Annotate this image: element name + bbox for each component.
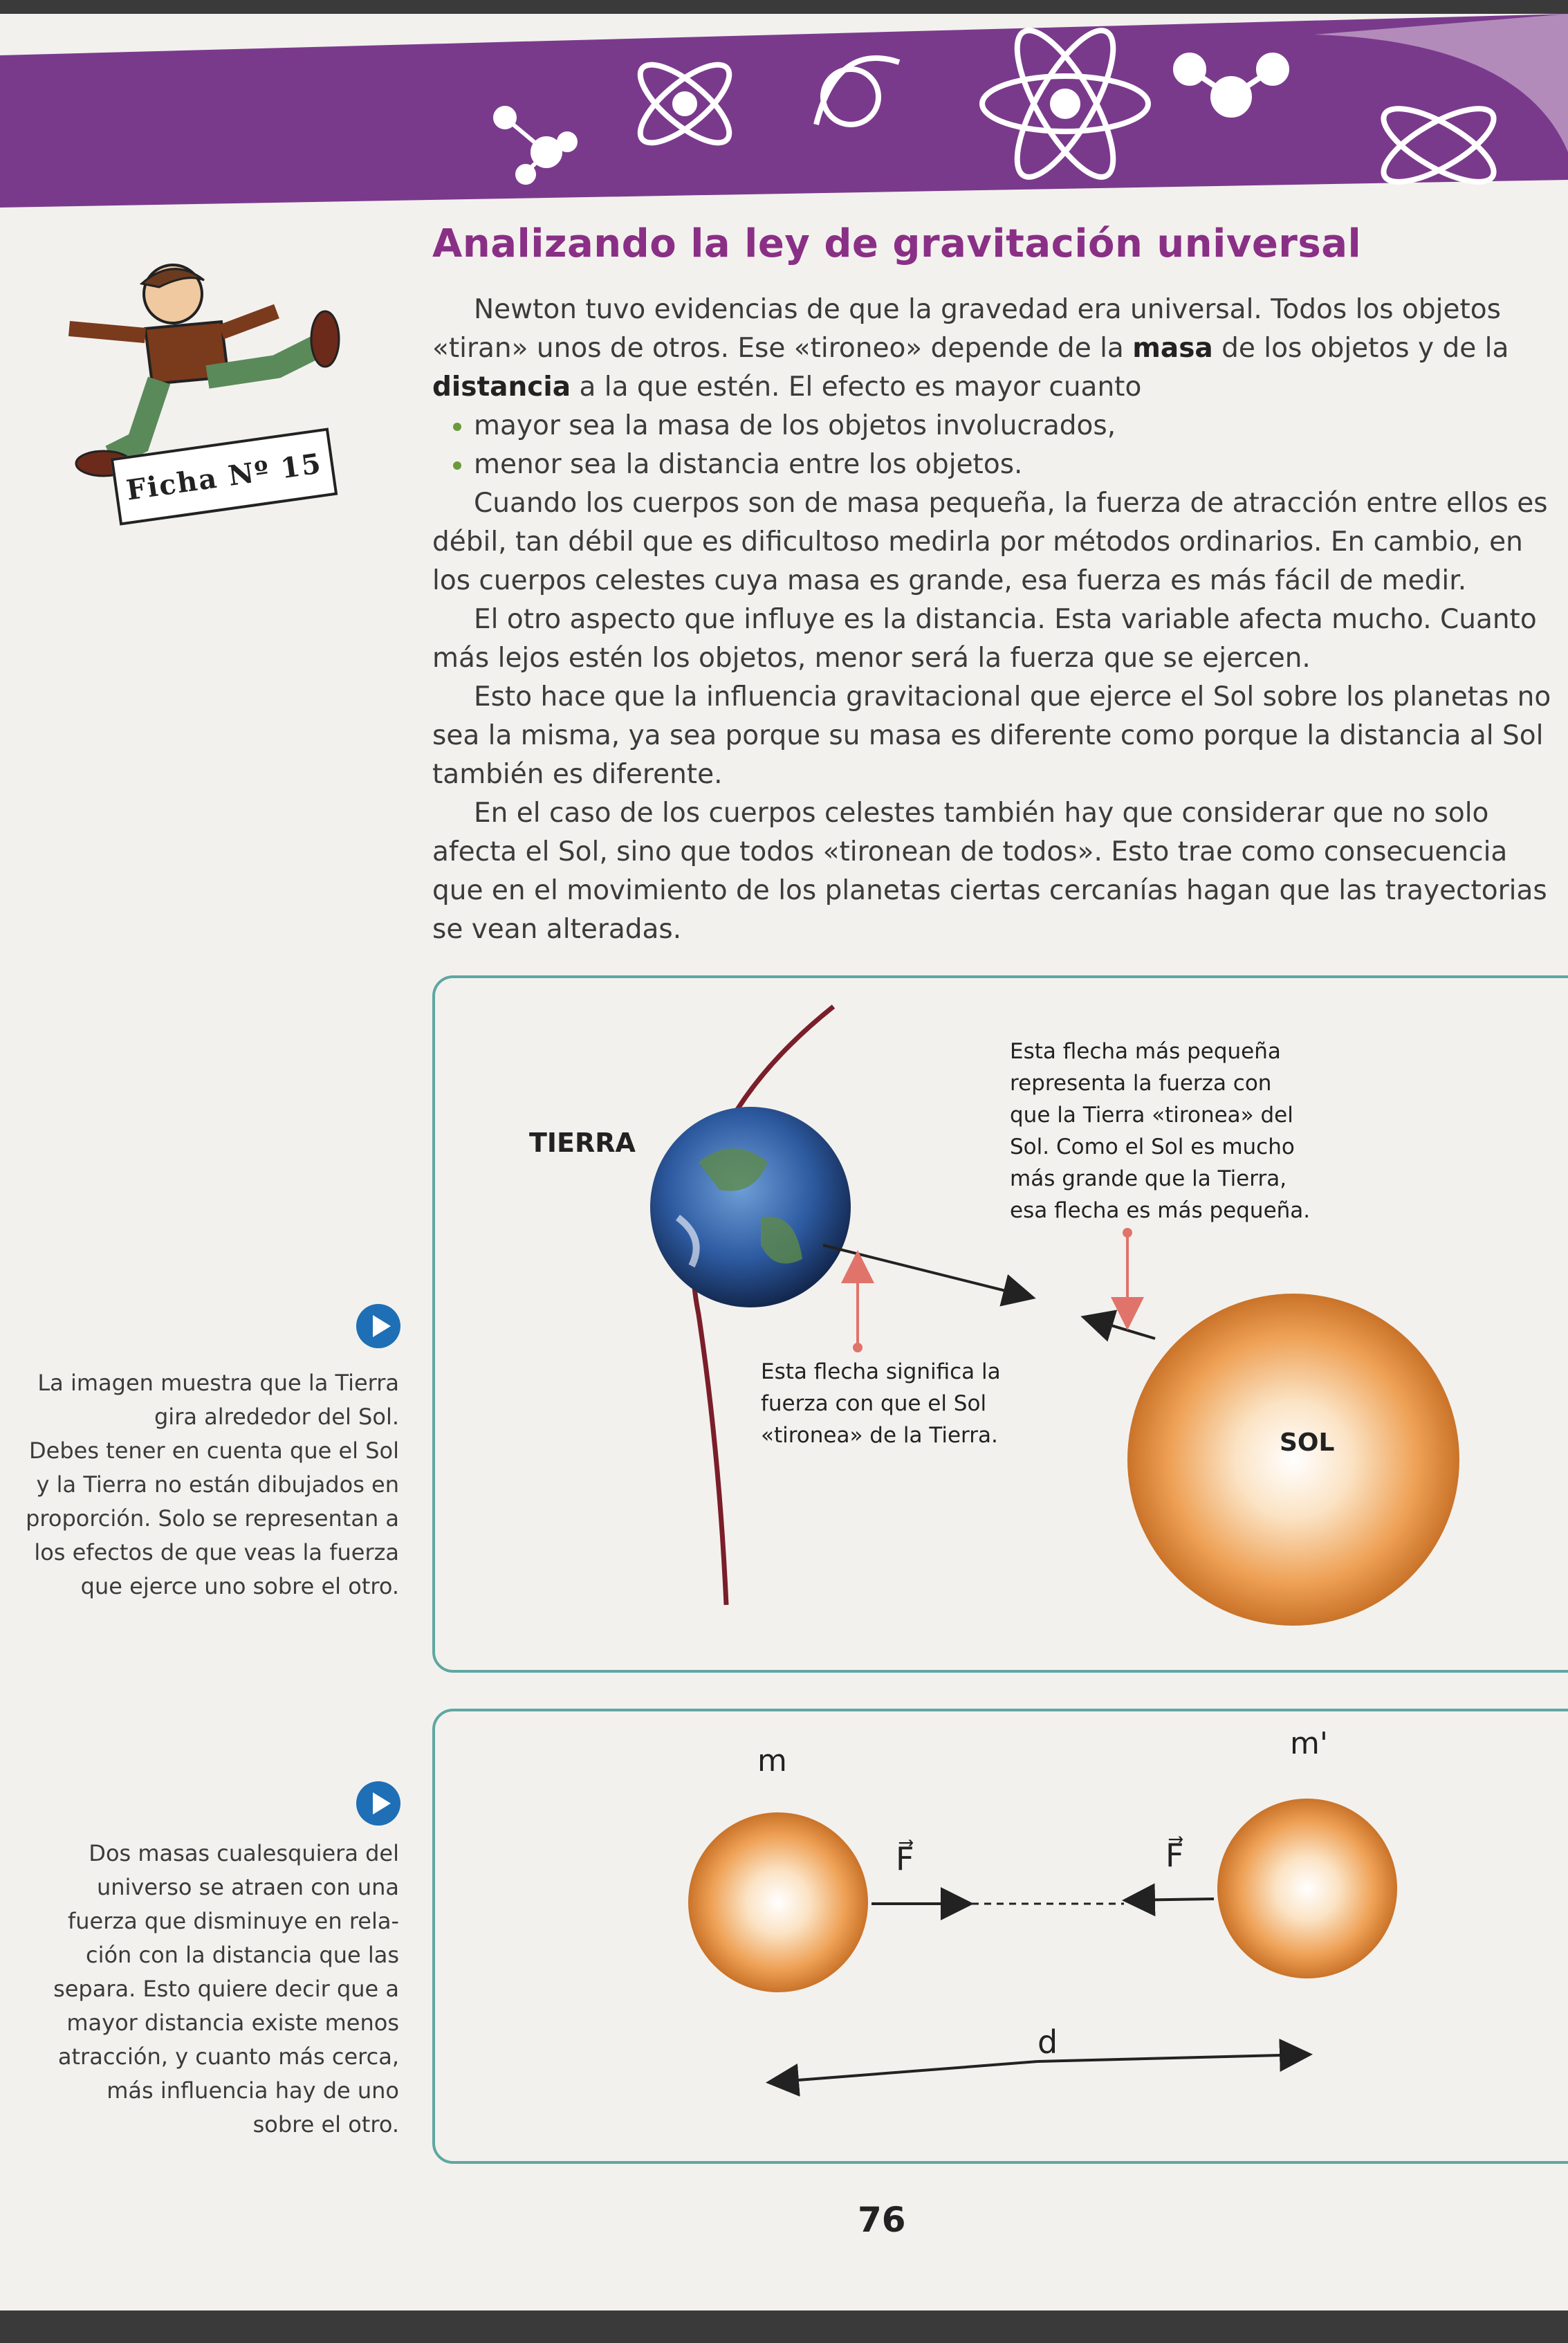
label-distance: d (1037, 2023, 1058, 2061)
caption-figure-2: Dos masas cualesquiera del universo se atraen con una fuerza que disminuye en rela- ción con la distancia que las separa. Esto quiere decir que a mayor distancia existe menos atracción, y cuanto más cerca, más influencia hay de uno sobre el otro. (53, 1840, 399, 2138)
list-item: • menor sea la distancia entre los objetos. (474, 445, 1553, 484)
paragraph-2: Cuando los cuerpos son de masa pequeña, la fuerza de atracción entre ellos es débil, tan débil que es dificultoso medirla por métodos ordinarios. En cambio, en los cuerpos celestes cuya masa es grande, esa fuerza es más fácil de medir. (432, 488, 1548, 596)
play-icon (356, 1781, 400, 1826)
page-title: Analizando la ley de gravitación universal (432, 221, 1362, 266)
note-big-arrow: Esta flecha significa la fuerza con que el Sol «tironea» de la Tierra. (761, 1359, 1001, 1448)
label-m: m (757, 1743, 787, 1779)
label-sol: SOL (1280, 1428, 1335, 1457)
distance-arrow-right (1037, 2055, 1307, 2061)
paragraph-3: El otro aspecto que influye es la distancia. Esta variable afecta mucho. Cuanto más lejos estén los objetos, menor será la fuerza que se ejercen. (432, 604, 1537, 674)
paragraph-5: En el caso de los cuerpos celestes también hay que considerar que no solo afecta el Sol, sino que todos «tironean de todos». Esto trae como consecuencia que en el movimiento de los planetas ciertas cercanías hagan que las trayectorias se vean alteradas. (432, 798, 1547, 945)
ficha-label: Ficha Nº 15 (111, 428, 338, 525)
mass-m-prime (1217, 1799, 1397, 1978)
label-tierra: TIERRA (529, 1128, 636, 1158)
distance-arrow-left (771, 2061, 1037, 2082)
label-force-1: F⃗ (896, 1840, 914, 1877)
mass-m (688, 1812, 868, 1992)
label-force-2: F⃗ (1165, 1837, 1184, 1874)
paragraph-1: Newton tuvo evidencias de que la gravedad era universal. Todos los objetos «tiran» unos de otros. Ese «tironeo» depende de la masa de los objetos y de la distancia a la que estén. El efecto es mayor cuanto (432, 294, 1509, 403)
earth (650, 1107, 851, 1307)
caption-figure-1: La imagen muestra que la Tierra gira alrededor del Sol. Debes tener en cuenta que el Sol y la Tierra no están dibujados en proporción. Solo se representan a los efectos de que veas la fuerza que ejerce uno sobre el otro. (26, 1370, 399, 1599)
play-icon (356, 1304, 400, 1348)
sun (1127, 1294, 1459, 1626)
paragraph-4: Esto hace que la influencia gravitacional que ejerce el Sol sobre los planetas no sea la misma, ya sea porque su masa es diferente como porque la distancia al Sol también es diferente. (432, 681, 1551, 790)
force-arrow-sun-to-earth (1086, 1318, 1155, 1339)
note-small-arrow: Esta flecha más pequeña representa la fuerza con que la Tierra «tironea» del Sol. Como el Sol es mucho más grande que la Tierra, esa flecha es más pequeña. (1010, 1039, 1311, 1223)
page-number: 76 (858, 2200, 906, 2240)
list-item: • mayor sea la masa de los objetos involucrados, (474, 407, 1553, 445)
label-m-prime: m' (1290, 1726, 1328, 1761)
force-arrow-earth-to-sun (823, 1245, 1031, 1297)
force-arrow-left (1127, 1899, 1214, 1900)
